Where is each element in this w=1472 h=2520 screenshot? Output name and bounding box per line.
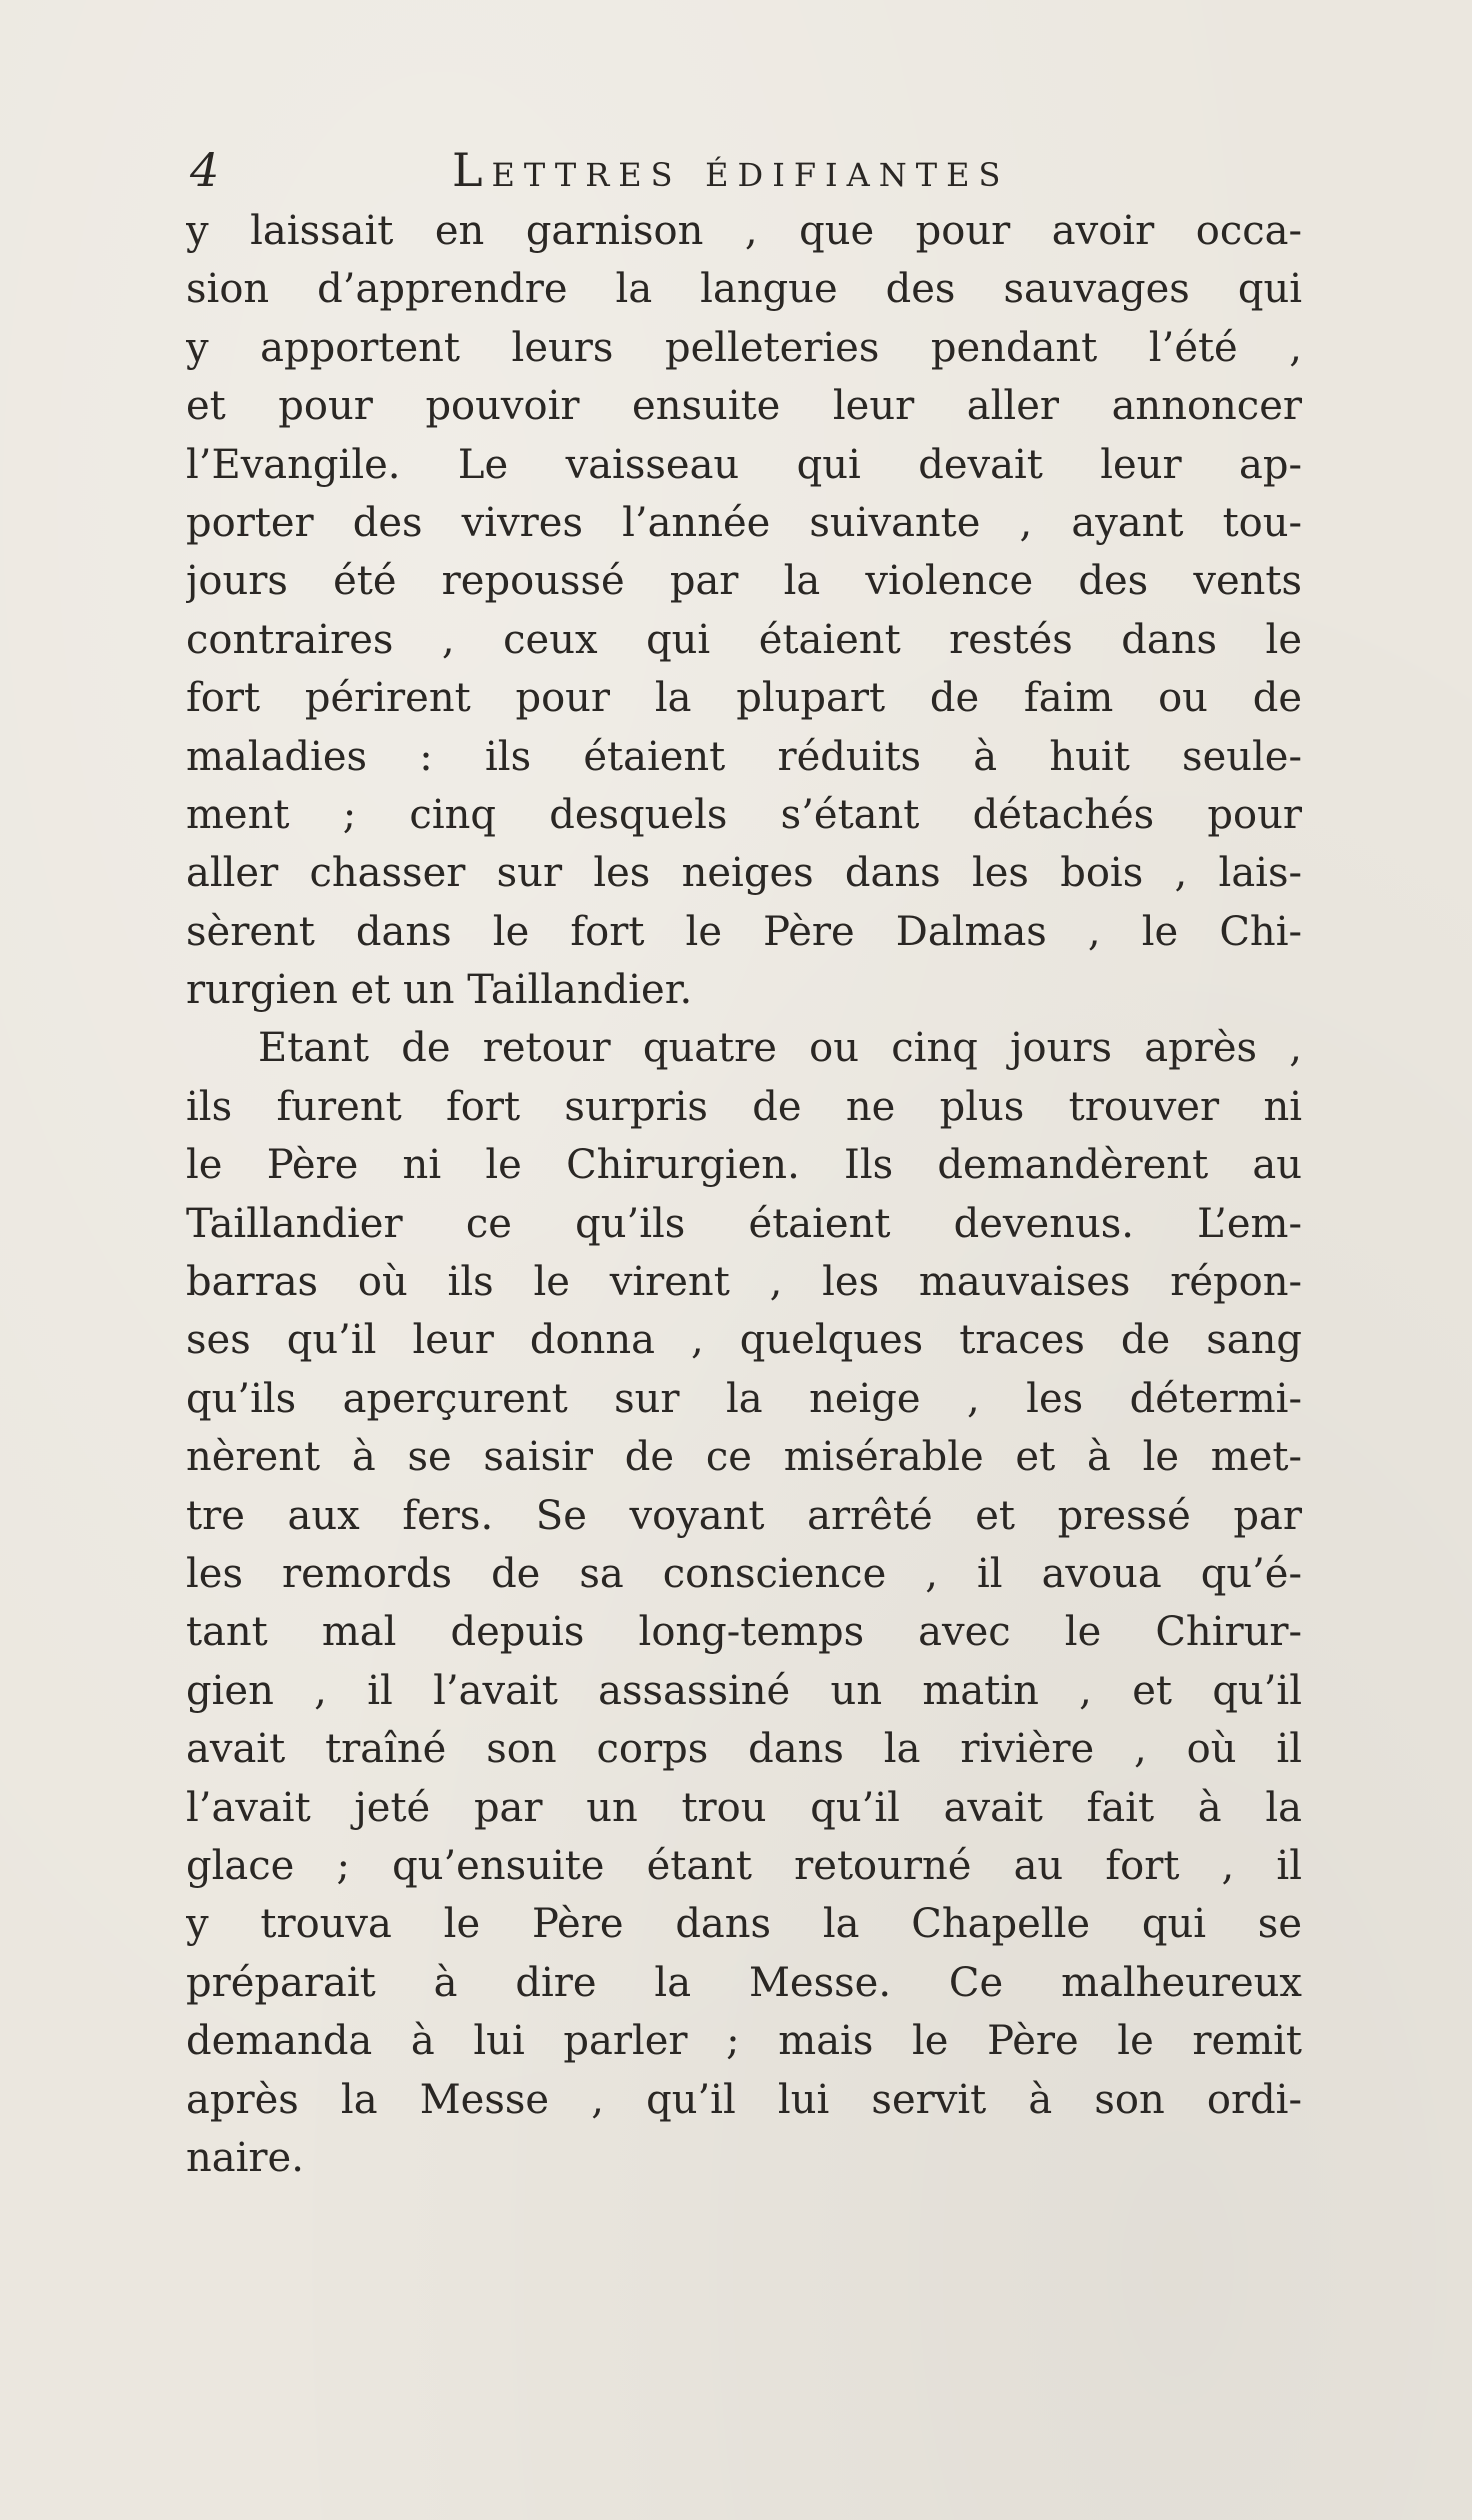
text-line: l’avait jeté par un trou qu’il avait fait à la bbox=[186, 1784, 1302, 1831]
text-line: Etant de retour quatre ou cinq jours après , bbox=[258, 1025, 1302, 1072]
text-line: les remords de sa conscience , il avoua qu’é- bbox=[186, 1550, 1302, 1597]
text-line: ment ; cinq desquels s’étant détachés pour bbox=[186, 791, 1302, 838]
page-header bbox=[190, 140, 1310, 200]
text-line: y apportent leurs pelleteries pendant l’été , bbox=[186, 324, 1302, 371]
text-line: y trouva le Père dans la Chapelle qui se bbox=[186, 1901, 1302, 1948]
text-line: Taillandier ce qu’ils étaient devenus. L’em- bbox=[186, 1200, 1302, 1247]
text-line: ils furent fort surpris de ne plus trouver ni bbox=[186, 1083, 1302, 1130]
text-line: et pour pouvoir ensuite leur aller annoncer bbox=[186, 383, 1302, 430]
text-line: gien , il l’avait assassiné un matin , et qu’il bbox=[186, 1667, 1302, 1714]
text-line: contraires , ceux qui étaient restés dans le bbox=[186, 616, 1302, 663]
text-line: préparait à dire la Messe. Ce malheureux bbox=[186, 1959, 1302, 2006]
text-line: naire. bbox=[186, 2134, 304, 2181]
text-line: nèrent à se saisir de ce misérable et à le met- bbox=[186, 1434, 1302, 1481]
text-line: après la Messe , qu’il lui servit à son ordi- bbox=[186, 2076, 1302, 2123]
text-line: rurgien et un Taillandier. bbox=[186, 967, 693, 1014]
body-text bbox=[186, 202, 1302, 2187]
text-line: maladies : ils étaient réduits à huit seule- bbox=[186, 733, 1302, 780]
page-number: 4 bbox=[190, 143, 220, 197]
text-line: porter des vivres l’année suivante , ayant tou- bbox=[186, 499, 1302, 546]
text-line: tre aux fers. Se voyant arrêté et pressé par bbox=[186, 1492, 1302, 1539]
running-title: Lettres édifiantes bbox=[452, 143, 1010, 197]
text-line: tant mal depuis long-temps avec le Chirur- bbox=[186, 1609, 1302, 1656]
text-line: aller chasser sur les neiges dans les bois , lais- bbox=[186, 850, 1302, 897]
text-line: avait traîné son corps dans la rivière , où il bbox=[186, 1726, 1302, 1773]
text-line: le Père ni le Chirurgien. Ils demandèrent au bbox=[186, 1142, 1302, 1189]
text-line: fort périrent pour la plupart de faim ou de bbox=[186, 675, 1302, 722]
text-line: demanda à lui parler ; mais le Père le remit bbox=[186, 2018, 1302, 2065]
text-line: barras où ils le virent , les mauvaises répon- bbox=[186, 1259, 1302, 1306]
text-line: jours été repoussé par la violence des vents bbox=[186, 558, 1302, 605]
text-line: glace ; qu’ensuite étant retourné au fort , il bbox=[186, 1842, 1302, 1889]
text-line: qu’ils aperçurent sur la neige , les détermi- bbox=[186, 1375, 1302, 1422]
text-line: sèrent dans le fort le Père Dalmas , le Chi- bbox=[186, 908, 1302, 955]
text-line: sion d’apprendre la langue des sauvages qui bbox=[186, 266, 1302, 313]
text-line: y laissait en garnison , que pour avoir occa- bbox=[186, 208, 1302, 254]
text-line: ses qu’il leur donna , quelques traces de sang bbox=[186, 1317, 1302, 1364]
text-line: l’Evangile. Le vaisseau qui devait leur ap- bbox=[186, 441, 1302, 488]
